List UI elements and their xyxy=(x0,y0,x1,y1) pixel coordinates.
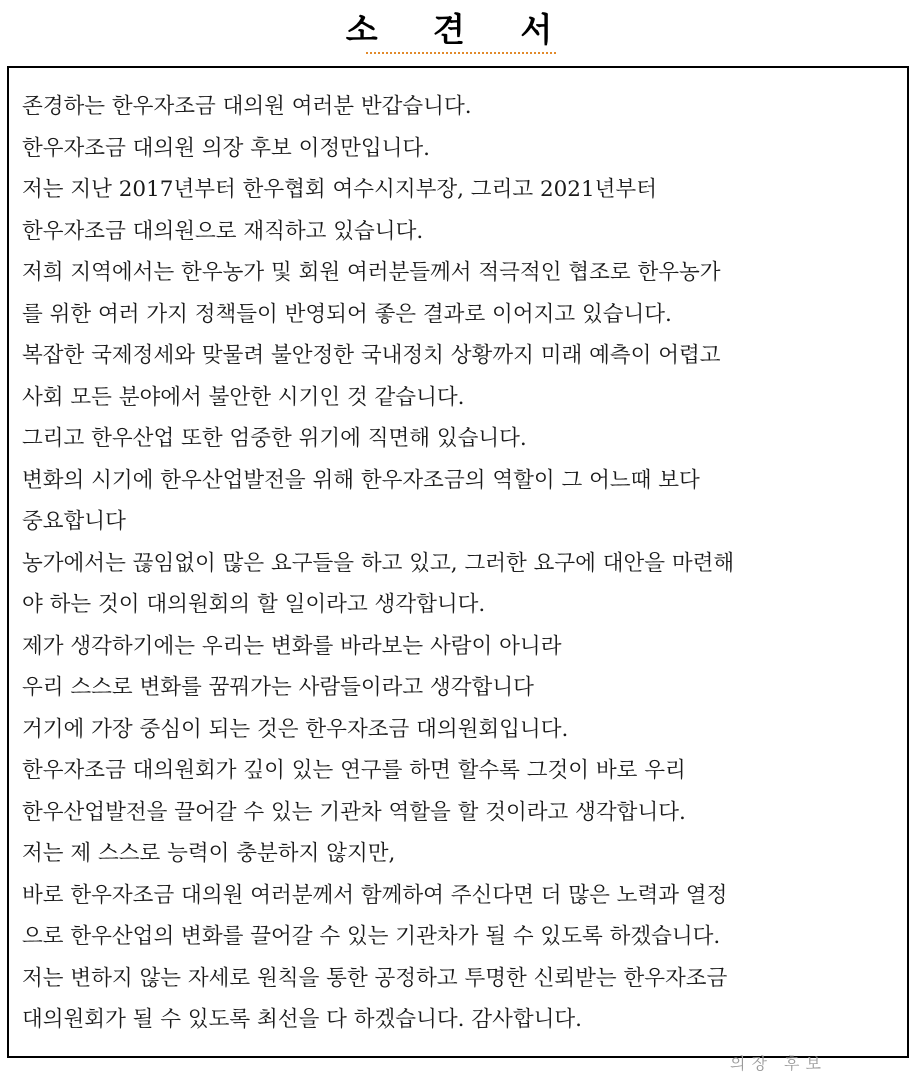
title-spellcheck-underline xyxy=(366,52,556,54)
statement-line: 한우자조금 대의원 의장 후보 이정만입니다. xyxy=(22,135,431,161)
statement-line: 저는 지난 2017년부터 한우협회 여수시지부장, 그리고 2021년부터 xyxy=(22,177,657,202)
statement-line: 한우자조금 대의원으로 재직하고 있습니다. xyxy=(22,218,424,244)
statement-line: 으로 한우산업의 변화를 끌어갈 수 있는 기관차가 될 수 있도록 하겠습니다. xyxy=(22,924,721,949)
statement-line: 중요합니다 xyxy=(22,509,126,534)
statement-line: 저는 제 스스로 능력이 충분하지 않지만, xyxy=(22,841,396,866)
statement-line: 를 위한 여러 가지 정책들이 반영되어 좋은 결과로 이어지고 있습니다. xyxy=(22,301,672,327)
statement-line: 존경하는 한우자조금 대의원 여러분 반갑습니다. xyxy=(22,94,472,119)
statement-line: 제가 생각하기에는 우리는 변화를 바라보는 사람이 아니라 xyxy=(22,633,562,659)
statement-line: 우리 스스로 변화를 꿈꿔가는 사람들이라고 생각합니다 xyxy=(22,675,534,700)
statement-line: 대의원회가 될 수 있도록 최선을 다 하겠습니다. 감사합니다. xyxy=(22,1007,582,1032)
statement-line: 변화의 시기에 한우산업발전을 위해 한우자조금의 역할이 그 어느때 보다 xyxy=(22,467,700,493)
statement-line: 바로 한우자조금 대의원 여러분께서 함께하여 주신다면 더 많은 노력과 열정 xyxy=(22,882,728,908)
statement-line: 한우자조금 대의원회가 깊이 있는 연구를 하면 할수록 그것이 바로 우리 xyxy=(22,758,686,783)
statement-line: 야 하는 것이 대의원회의 할 일이라고 생각합니다. xyxy=(22,592,486,617)
statement-line: 한우산업발전을 끌어갈 수 있는 기관차 역할을 할 것이라고 생각합니다. xyxy=(22,799,686,825)
statement-line: 그리고 한우산업 또한 엄중한 위기에 직면해 있습니다. xyxy=(22,426,527,451)
document-title: 소 견 서 xyxy=(345,10,575,49)
statement-line: 거기에 가장 중심이 되는 것은 한우자조금 대의원회입니다. xyxy=(22,716,569,742)
statement-line: 저희 지역에서는 한우농가 및 회원 여러분들께서 적극적인 협조로 한우농가 xyxy=(22,260,721,285)
statement-line: 사회 모든 분야에서 불안한 시기인 것 같습니다. xyxy=(22,384,465,410)
statement-line: 저는 변하지 않는 자세로 원칙을 통한 공정하고 투명한 신뢰받는 한우자조금 xyxy=(22,965,728,991)
statement-line: 복잡한 국제정세와 맞물려 불안정한 국내정치 상황까지 미래 예측이 어렵고 xyxy=(22,343,721,368)
statement-line: 농가에서는 끊임없이 많은 요구들을 하고 있고, 그러한 요구에 대안을 마련해 xyxy=(22,550,735,576)
statement-body xyxy=(22,86,902,1041)
cut-off-footer-text: 의장 후보 xyxy=(730,1054,827,1073)
